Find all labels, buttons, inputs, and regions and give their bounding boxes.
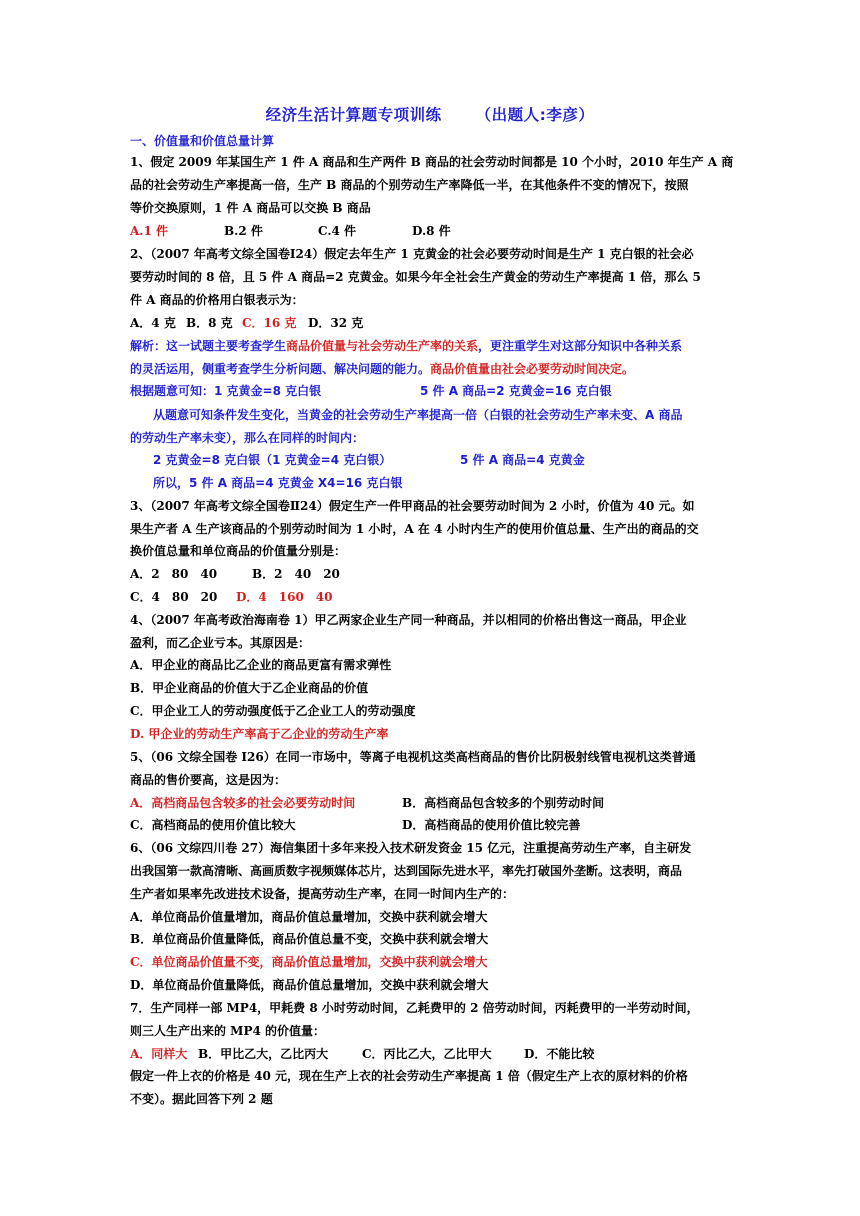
q1-option-d: D.8 件 xyxy=(412,224,451,238)
q3-options-row-2 xyxy=(130,587,740,607)
q2-option-d: D．32 克 xyxy=(308,316,364,330)
title-author: （出题人:李彦） xyxy=(475,106,595,124)
q4-option-a: A．甲企业的商品比乙企业的商品更富有需求弹性 xyxy=(130,658,392,672)
paragraph-line-1: 假定一件上衣的价格是 40 元，现在生产上衣的社会劳动生产率提高 1 倍（假定生产上衣的原材料的价格 xyxy=(130,1069,688,1083)
analysis-text: 的灵活运用，侧重考查学生分析问题、解决问题的能力。 xyxy=(130,362,431,376)
q7-option-a: A．同样大 xyxy=(130,1047,188,1061)
q2-option-b: B．8 克 xyxy=(186,316,233,330)
analysis-text: 解析：这一试题主要考查学生 xyxy=(130,339,287,353)
analysis-text: 5 件 A 商品=2 克黄金=16 克白银 xyxy=(420,384,612,398)
q4-option-d: D. 甲企业的劳动生产率高于乙企业的劳动生产率 xyxy=(130,727,389,741)
q6-option-d: D．单位商品价值量降低，商品价值总量增加，交换中获利就会增大 xyxy=(130,978,489,992)
analysis-text: ，更注重学生对这部分知识中各种关系 xyxy=(478,339,683,353)
q3-line-2: 果生产者 A 生产该商品的个别劳动时间为 1 小时，A 在 4 小时内生产的使用价值总量、生产出的商品的交 xyxy=(130,522,699,536)
q1-options xyxy=(130,221,740,241)
q5-option-b: B．高档商品包含较多的个别劳动时间 xyxy=(402,796,605,810)
analysis-text: 5 件 A 商品=4 克黄金 xyxy=(460,453,585,467)
q6-line-1: 6、（06 文综四川卷 27）海信集团十多年来投入技术研发资金 15 亿元，注重提高劳动生产率，自主研发 xyxy=(130,841,692,855)
q2-analysis-line-5: 的劳动生产率未变），那么在同样的时间内： xyxy=(130,431,365,445)
q1-option-c: C.4 件 xyxy=(318,224,357,238)
q6-option-a: A．单位商品价值量增加，商品价值总量增加，交换中获利就会增大 xyxy=(130,910,488,924)
q2-option-c: C．16 克 xyxy=(242,316,297,330)
q4-option-b: B．甲企业商品的价值大于乙企业商品的价值 xyxy=(130,681,369,695)
q2-analysis-line-4: 从题意可知条件发生变化，当黄金的社会劳动生产率提高一倍（白银的社会劳动生产率未变、A 商品 xyxy=(153,408,683,422)
q1-line-1: 1、假定 2009 年某国生产 1 件 A 商品和生产两件 B 商品的社会劳动时间都是 10 个小时，2010 年生产 A 商 xyxy=(130,155,734,169)
q2-analysis-line-3 xyxy=(130,381,740,401)
q6-line-3: 生产者如果率先改进技术设备，提高劳动生产率，在同一时间内生产的： xyxy=(130,887,515,901)
q2-line-2: 要劳动时间的 8 倍，且 5 件 A 商品=2 克黄金。如果今年全社会生产黄金的劳动生产率提高 1 倍，那么 5 xyxy=(130,270,701,284)
q2-options xyxy=(130,313,740,333)
q6-option-b: B．单位商品价值量降低，商品价值总量不变，交换中获利就会增大 xyxy=(130,932,489,946)
q5-option-d: D．高档商品的使用价值比较完善 xyxy=(402,818,581,832)
q3-option-c: C．4 80 20 xyxy=(130,590,218,604)
analysis-text: 2 克黄金=8 克白银（1 克黄金=4 克白银） xyxy=(153,453,392,467)
analysis-highlight: 商品价值量由社会必要劳动时间决定。 xyxy=(430,362,635,376)
q7-line-1: 7．生产同样一部 MP4，甲耗费 8 小时劳动时间，乙耗费甲的 2 倍劳动时间，丙耗费甲的一半劳动时间， xyxy=(130,1001,699,1015)
q7-option-b: B．甲比乙大，乙比丙大 xyxy=(198,1047,329,1061)
q4-option-c: C．甲企业工人的劳动强度低于乙企业工人的劳动强度 xyxy=(130,704,416,718)
q5-option-a: A．高档商品包含较多的社会必要劳动时间 xyxy=(130,796,356,810)
q3-line-1: 3、（2007 年高考文综全国卷Ⅱ24）假定生产一件甲商品的社会要劳动时间为 2 小时，价值为 40 元。如 xyxy=(130,499,695,513)
q7-line-2: 则三人生产出来的 MP4 的价值量： xyxy=(130,1024,326,1038)
q2-line-3: 件 A 商品的价格用白银表示为： xyxy=(130,293,304,307)
section-heading: 一、价值量和价值总量计算 xyxy=(130,134,275,148)
q2-option-a: A．4 克 xyxy=(130,316,176,330)
q5-options-row-2 xyxy=(130,815,740,835)
document-title xyxy=(0,103,860,125)
q7-options xyxy=(130,1044,740,1064)
q2-analysis-line-7: 所以，5 件 A 商品=4 克黄金 X4=16 克白银 xyxy=(153,476,403,490)
q7-option-c: C．丙比乙大，乙比甲大 xyxy=(362,1047,492,1061)
q6-option-c: C．单位商品价值量不变，商品价值总量增加，交换中获利就会增大 xyxy=(130,955,488,969)
q1-line-2: 品的社会劳动生产率提高一倍，生产 B 商品的个别劳动生产率降低一半，在其他条件不变的情况下，按照 xyxy=(130,178,689,192)
q2-analysis-line-6 xyxy=(153,450,743,470)
q3-option-a: A．2 80 40 xyxy=(130,567,218,581)
q5-option-c: C．高档商品的使用价值比较大 xyxy=(130,818,296,832)
q4-line-1: 4、（2007 年高考政治海南卷 1）甲乙两家企业生产同一种商品，并以相同的价格出售这一商品，甲企业 xyxy=(130,613,687,627)
analysis-text: 根据题意可知：1 克黄金=8 克白银 xyxy=(130,384,322,398)
q2-line-1: 2、（2007 年高考文综全国卷Ⅰ24）假定去年生产 1 克黄金的社会必要劳动时间是生产 1 克白银的社会必 xyxy=(130,247,694,261)
q2-analysis-line-2 xyxy=(130,359,740,379)
analysis-highlight: 商品价值量与社会劳动生产率的关系 xyxy=(286,339,479,353)
q2-analysis-line-1 xyxy=(130,336,740,356)
q6-line-2: 出我国第一款高清晰、高画质数字视频媒体芯片，达到国际先进水平，率先打破国外垄断。这表明，商品 xyxy=(130,864,683,878)
q7-option-d: D．不能比较 xyxy=(524,1047,595,1061)
q3-options-row-1 xyxy=(130,564,740,584)
q3-option-b: B．2 40 20 xyxy=(252,567,340,581)
q1-option-a: A.1 件 xyxy=(130,224,169,238)
q3-option-d: D．4 160 40 xyxy=(236,590,333,604)
q1-option-b: B.2 件 xyxy=(224,224,263,238)
q3-line-3: 换价值总量和单位商品的价值量分别是： xyxy=(130,544,347,558)
q5-line-2: 商品的售价要高，这是因为： xyxy=(130,773,287,787)
q5-line-1: 5、（06 文综全国卷 I26）在同一市场中，等离子电视机这类高档商品的售价比阴极射线管电视机这类普通 xyxy=(130,750,696,764)
paragraph-line-2: 不变）。据此回答下列 2 题 xyxy=(130,1092,273,1106)
q5-options-row-1 xyxy=(130,793,740,813)
q4-line-2: 盈利，而乙企业亏本。其原因是： xyxy=(130,636,311,650)
q1-line-3: 等价交换原则，1 件 A 商品可以交换 B 商品 xyxy=(130,201,371,215)
title-text: 经济生活计算题专项训练 xyxy=(265,106,442,124)
